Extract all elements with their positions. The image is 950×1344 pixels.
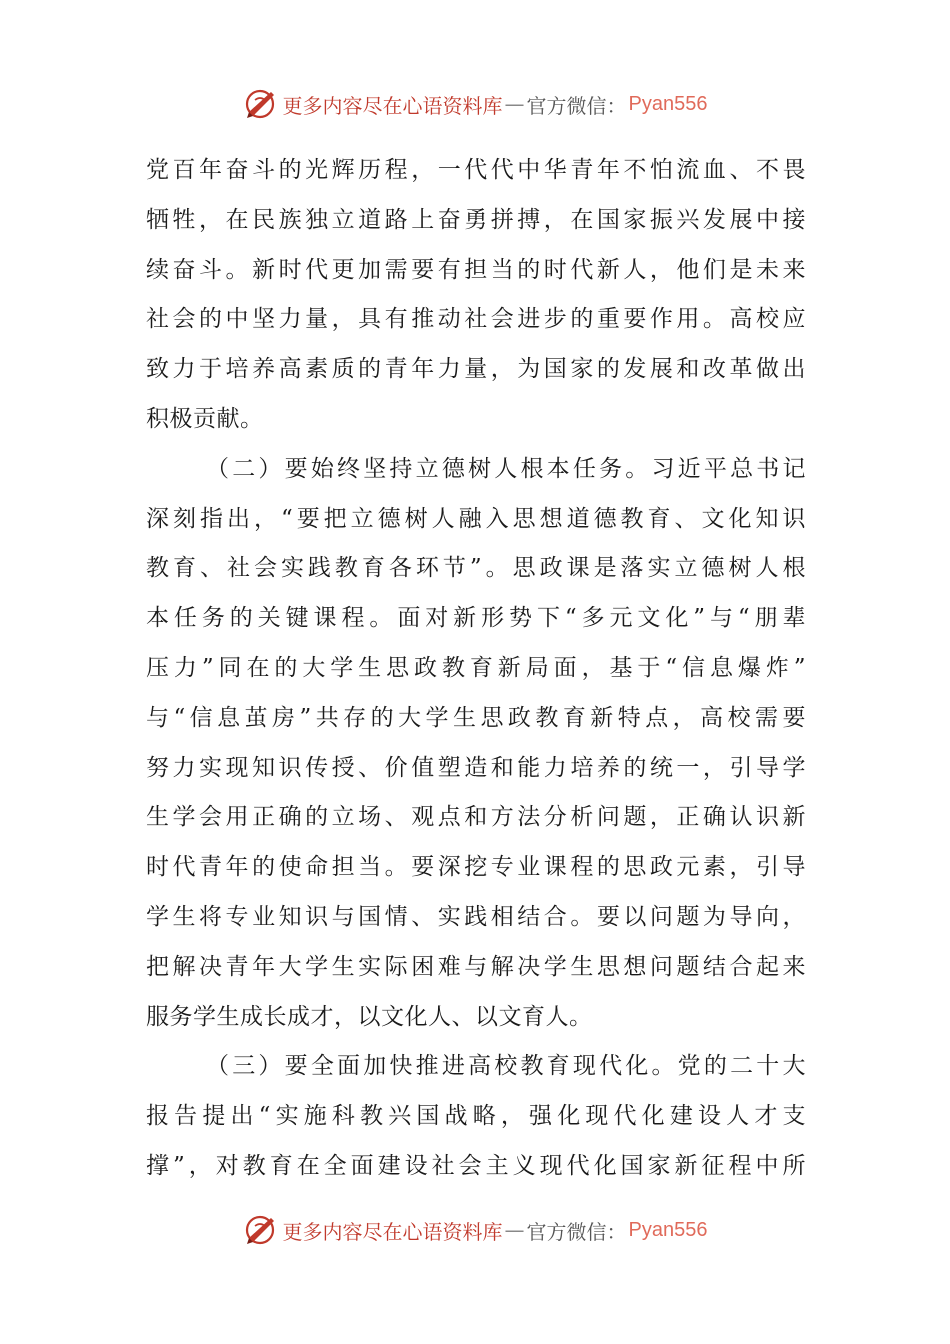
- header-banner: [0, 84, 950, 124]
- section-heading-line: （三）要全面加快推进高校教育现代化。党的二十大: [206, 1053, 806, 1080]
- text-line: 努力实现知识传授、价值塑造和能力培养的统一，引导学: [146, 754, 806, 781]
- section-heading-line: （二）要始终坚持立德树人根本任务。习近平总书记: [206, 455, 806, 482]
- pen-logo-icon: [243, 1212, 279, 1248]
- text-line: 本任务的关键课程。面对新形势下“多元文化”与“朋辈: [146, 605, 806, 632]
- banner-brand-text: 更多内容尽在心语资料库: [282, 1219, 503, 1244]
- text-line: 牺牲，在民族独立道路上奋勇拼搏，在国家振兴发展中接: [146, 206, 806, 233]
- footer-banner: [0, 1210, 950, 1250]
- text-line: 学生将专业知识与国情、实践相结合。要以问题为导向，: [146, 903, 806, 930]
- text-line: 续奋斗。新时代更加需要有担当的时代新人，他们是未来: [146, 256, 806, 283]
- text-line: 撑”，对教育在全面建设社会主义现代化国家新征程中所: [146, 1152, 806, 1179]
- document-body: [146, 146, 806, 1192]
- banner-wechat-label: 官方微信：: [526, 93, 627, 118]
- text-line: 生学会用正确的立场、观点和方法分析问题，正确认识新: [146, 804, 806, 831]
- pen-logo-icon: [243, 86, 279, 122]
- text-line: 党百年奋斗的光辉历程，一代代中华青年不怕流血、不畏: [146, 157, 806, 183]
- text-line: 与“信息茧房”共存的大学生思政教育新特点，高校需要: [146, 704, 806, 731]
- text-line: 压力”同在的大学生思政教育新局面，基于“信息爆炸”: [146, 654, 806, 681]
- banner-brand-text: 更多内容尽在心语资料库: [282, 93, 503, 118]
- text-line: 深刻指出，“要把立德树人融入思想道德教育、文化知识: [146, 505, 806, 532]
- text-line: 致力于培养高素质的青年力量，为国家的发展和改革做出: [146, 356, 806, 383]
- text-line: 服务学生成长成才，以文化人、以文育人。: [146, 1003, 593, 1030]
- text-line: 把解决青年大学生实际困难与解决学生思想问题结合起来: [146, 953, 806, 980]
- banner-wechat-id: Pyan556: [628, 92, 708, 115]
- text-line: 报告提出“实施科教兴国战略，强化现代化建设人才支: [146, 1103, 806, 1130]
- text-line: 积极贡献。: [146, 405, 264, 432]
- text-line: 时代青年的使命担当。要深挖专业课程的思政元素，引导: [146, 854, 806, 881]
- banner-dash: —: [504, 1218, 525, 1242]
- banner-wechat-id: Pyan556: [628, 1218, 708, 1241]
- text-line: 教育、社会实践教育各环节”。思政课是落实立德树人根: [146, 555, 806, 582]
- text-line: 社会的中坚力量，具有推动社会进步的重要作用。高校应: [146, 306, 806, 333]
- banner-dash: —: [504, 92, 525, 116]
- banner-wechat-label: 官方微信：: [526, 1219, 627, 1244]
